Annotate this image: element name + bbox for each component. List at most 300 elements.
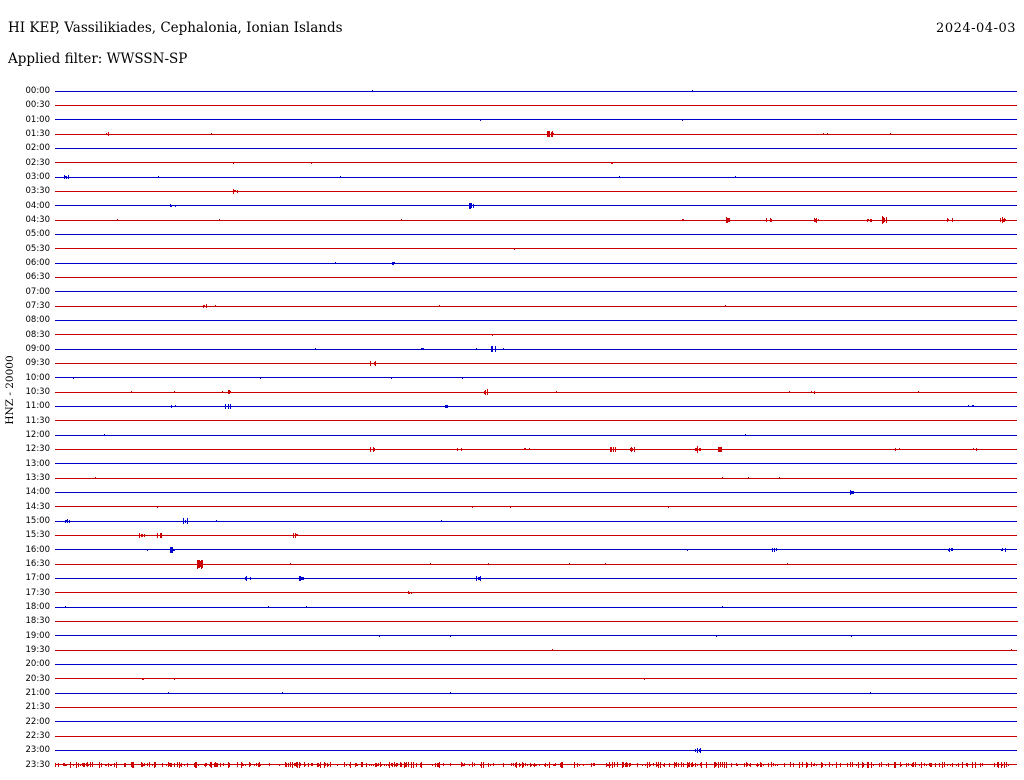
trace-noise [415,478,416,479]
trace-noise [681,678,682,679]
trace-noise [381,721,382,722]
trace-noise [177,762,178,767]
trace-noise [481,349,482,350]
trace-noise [300,248,301,249]
trace-noise [296,549,297,550]
trace-row [25,299,1017,313]
trace-noise [163,248,164,249]
trace-noise [1002,621,1003,622]
trace-noise [836,650,837,651]
trace-noise [594,564,595,565]
trace-noise [76,763,77,767]
trace-noise [498,134,499,135]
trace-noise [267,220,268,221]
trace-event-spike [1002,548,1003,551]
trace-noise [213,363,214,364]
trace-noise [1002,377,1003,378]
trace-noise [447,721,448,722]
trace-noise [623,435,624,436]
trace-noise [163,320,164,321]
trace-noise [525,763,526,766]
trace-row [25,758,1017,772]
trace-noise [698,707,699,708]
trace-noise [713,191,714,192]
trace-noise [581,736,582,737]
trace-noise [485,564,486,565]
trace-noise [582,306,583,307]
trace-noise [786,478,787,479]
filter-label: Applied filter: WWSSN-SP [8,51,188,67]
trace-noise [432,764,433,766]
trace-row [25,242,1017,256]
trace-noise [786,91,787,92]
trace-noise [834,177,835,178]
trace-noise [471,306,472,307]
trace-noise [1014,478,1015,479]
trace-noise [525,736,526,737]
trace-noise [266,535,267,536]
time-tick-label: 22:30 [25,731,50,742]
trace-noise [979,449,980,450]
trace-event-spike [200,563,201,566]
trace-row [25,328,1017,342]
trace-noise [542,420,543,421]
trace-noise [236,377,237,378]
trace-event-spike [64,175,65,180]
trace-noise [926,492,927,493]
trace-noise [921,191,922,192]
trace-row [25,342,1017,356]
trace-noise [101,650,102,651]
trace-noise [625,578,626,579]
trace-baseline [55,463,1017,464]
trace-noise [674,320,675,321]
trace-noise [926,191,927,192]
trace-noise [510,205,511,206]
trace-noise [962,592,963,593]
trace-noise [160,721,161,722]
trace-noise [171,521,172,522]
trace-noise [208,607,209,608]
time-tick-label: 01:00 [25,114,50,125]
trace-noise [823,736,824,737]
trace-noise [56,306,57,307]
trace-noise [891,435,892,436]
trace-noise [802,177,803,178]
trace-noise [287,248,288,249]
trace-noise [289,492,290,493]
trace-noise [853,607,854,608]
trace-noise [254,277,255,278]
trace-noise [437,91,438,92]
trace-noise [897,105,898,106]
trace-noise [670,220,671,221]
trace-noise [289,248,290,249]
trace-noise [835,177,836,178]
trace-noise [302,148,303,149]
trace-noise [733,435,734,436]
trace-noise [675,406,676,407]
trace-noise [832,205,833,206]
trace-noise [536,492,537,493]
trace-noise [140,162,141,163]
trace-noise [589,291,590,292]
trace-noise [105,564,106,565]
trace-noise [80,148,81,149]
trace-noise [966,650,967,651]
trace-noise [777,535,778,536]
trace-noise [374,592,375,593]
trace-noise [425,205,426,206]
trace-noise [76,549,77,550]
trace-noise [769,506,770,507]
trace-noise [317,492,318,493]
trace-noise [580,263,581,264]
trace-noise [1006,693,1007,694]
trace-noise [351,764,352,765]
trace-noise [683,162,684,163]
trace-noise [873,334,874,335]
trace-noise [535,650,536,651]
trace-noise [72,492,73,493]
trace-noise [1004,248,1005,249]
trace-noise [659,521,660,522]
trace-noise [437,320,438,321]
trace-noise [130,578,131,579]
trace-noise [921,762,922,768]
trace-noise [851,693,852,694]
trace-noise [738,521,739,522]
trace-noise [862,105,863,106]
trace-noise [1011,478,1012,479]
trace-noise [435,521,436,522]
trace-noise [953,234,954,235]
trace-noise [149,349,150,350]
trace-noise [477,463,478,464]
trace-noise [447,105,448,106]
trace-noise [371,377,372,378]
trace-noise [131,478,132,479]
trace-noise [475,220,476,221]
trace-noise [558,664,559,665]
trace-noise [620,721,621,722]
trace-noise [919,635,920,636]
trace-event-spike [183,520,184,522]
trace-noise [728,406,729,407]
trace-noise [554,764,555,766]
trace-noise [268,277,269,278]
trace-noise [475,377,476,378]
trace-noise [658,234,659,235]
trace-noise [245,105,246,106]
trace-noise [146,134,147,135]
trace-noise [848,478,849,479]
trace-noise [239,621,240,622]
trace-noise [371,549,372,550]
trace-noise [160,177,161,178]
trace-noise [448,764,449,765]
trace-noise [597,177,598,178]
trace-noise [879,707,880,708]
trace-noise [890,721,891,722]
trace-noise [265,764,266,765]
trace-noise [574,664,575,665]
trace-noise [545,306,546,307]
trace-noise [711,707,712,708]
trace-noise [529,306,530,307]
trace-event-spike [770,218,771,222]
trace-noise [208,693,209,694]
trace-noise [761,721,762,722]
trace-noise [127,277,128,278]
trace-noise [883,191,884,192]
trace-noise [847,248,848,249]
trace-noise [1013,707,1014,708]
trace-noise [607,162,608,163]
trace-noise [849,564,850,565]
trace-event-spike [721,447,722,453]
trace-noise [273,707,274,708]
trace-noise [947,392,948,393]
trace-noise [145,463,146,464]
trace-noise [586,664,587,665]
trace-noise [270,363,271,364]
trace-noise [945,277,946,278]
trace-noise [155,177,156,178]
trace-noise [642,764,643,765]
trace-noise [458,578,459,579]
trace-noise [370,750,371,751]
trace-noise [399,707,400,708]
trace-noise [829,392,830,393]
trace-noise [979,177,980,178]
trace-noise [223,105,224,106]
trace-noise [530,750,531,751]
trace-noise [718,621,719,622]
trace-noise [415,291,416,292]
trace-noise [732,148,733,149]
trace-noise [832,449,833,450]
trace-noise [309,191,310,192]
trace-noise [505,750,506,751]
trace-noise [797,392,798,393]
trace-noise [381,234,382,235]
trace-noise [532,220,533,221]
trace-noise [239,205,240,206]
trace-noise [977,506,978,507]
trace-noise [743,449,744,450]
trace-noise [380,762,381,767]
trace-noise [438,763,439,766]
trace-noise [962,762,963,767]
trace-noise [491,177,492,178]
trace-noise [354,578,355,579]
trace-noise [392,549,393,550]
trace-noise [973,664,974,665]
trace-noise [390,291,391,292]
trace-noise [842,263,843,264]
trace-noise [102,621,103,622]
trace-noise [305,306,306,307]
trace-event-spike [302,577,303,581]
trace-noise [848,535,849,536]
trace-noise [657,764,658,766]
trace-noise [180,578,181,579]
trace-noise [952,91,953,92]
trace-noise [953,105,954,106]
trace-noise [610,291,611,292]
trace-noise [631,334,632,335]
trace-noise [539,435,540,436]
trace-event-spike [370,361,371,366]
trace-noise [612,750,613,751]
trace-noise [356,449,357,450]
trace-noise [187,234,188,235]
trace-noise [846,678,847,679]
trace-noise [773,693,774,694]
trace-event-spike [947,218,948,222]
trace-noise [794,148,795,149]
trace-row [25,356,1017,370]
trace-noise [640,693,641,694]
trace-noise [410,693,411,694]
trace-noise [538,693,539,694]
trace-noise [291,650,292,651]
trace-noise [95,506,96,507]
trace-noise [477,693,478,694]
trace-noise [890,291,891,292]
trace-noise [663,578,664,579]
trace-noise [793,750,794,751]
trace-noise [840,463,841,464]
trace-noise [504,162,505,163]
trace-noise [85,406,86,407]
trace-noise [632,349,633,350]
trace-noise [616,664,617,665]
trace-noise [471,463,472,464]
trace-noise [923,506,924,507]
trace-noise [465,635,466,636]
trace-noise [130,506,131,507]
trace-noise [763,521,764,522]
trace-noise [65,263,66,264]
trace-noise [614,762,615,767]
trace-noise [382,205,383,206]
trace-noise [568,607,569,608]
trace-noise [644,162,645,163]
trace-noise [810,707,811,708]
trace-noise [359,764,360,765]
trace-noise [66,119,67,120]
trace-noise [542,736,543,737]
trace-noise [677,564,678,565]
trace-noise [732,621,733,622]
trace-event-spike [1005,548,1006,552]
trace-noise [767,535,768,536]
trace-noise [373,248,374,249]
trace-noise [778,320,779,321]
trace-noise [606,664,607,665]
trace-noise [934,492,935,493]
trace-noise [118,564,119,565]
trace-noise [273,578,274,579]
trace-noise [369,650,370,651]
trace-noise [649,549,650,550]
trace-noise [943,607,944,608]
trace-noise [716,478,717,479]
trace-noise [402,535,403,536]
trace-noise [815,162,816,163]
trace-noise [774,134,775,135]
trace-noise [126,435,127,436]
trace-noise [832,764,833,765]
trace-noise [944,463,945,464]
trace-noise [289,349,290,350]
trace-noise [182,177,183,178]
trace-noise [796,277,797,278]
trace-noise [634,535,635,536]
trace-noise [858,478,859,479]
trace-noise [549,650,550,651]
trace-noise [464,334,465,335]
trace-noise [526,678,527,679]
trace-noise [603,220,604,221]
trace-noise [1006,363,1007,364]
trace-noise [62,535,63,536]
trace-noise [375,763,376,767]
trace-noise [318,349,319,350]
trace-noise [184,377,185,378]
trace-noise [913,435,914,436]
trace-noise [220,162,221,163]
trace-noise [75,506,76,507]
trace-noise [306,606,307,607]
trace-noise [958,449,959,450]
trace-noise [780,105,781,106]
trace-noise [992,263,993,264]
trace-noise [548,291,549,292]
trace-noise [130,306,131,307]
trace-noise [736,763,737,766]
trace-noise [675,162,676,163]
trace-noise [487,463,488,464]
trace-noise [720,177,721,178]
trace-noise [976,578,977,579]
trace-event-spike [868,219,869,222]
trace-event-spike [471,203,472,208]
trace-noise [484,592,485,593]
trace-noise [799,392,800,393]
trace-noise [591,549,592,550]
trace-noise [695,105,696,106]
trace-noise [925,750,926,751]
trace-noise [801,463,802,464]
trace-noise [346,764,347,765]
trace-row [25,686,1017,700]
trace-noise [698,105,699,106]
trace-noise [363,334,364,335]
trace-noise [960,234,961,235]
trace-noise [514,191,515,192]
trace-noise [755,478,756,479]
trace-noise [977,463,978,464]
trace-noise [907,406,908,407]
trace-noise [746,119,747,120]
trace-noise [665,721,666,722]
trace-noise [640,635,641,636]
trace-noise [486,406,487,407]
trace-noise [729,463,730,464]
